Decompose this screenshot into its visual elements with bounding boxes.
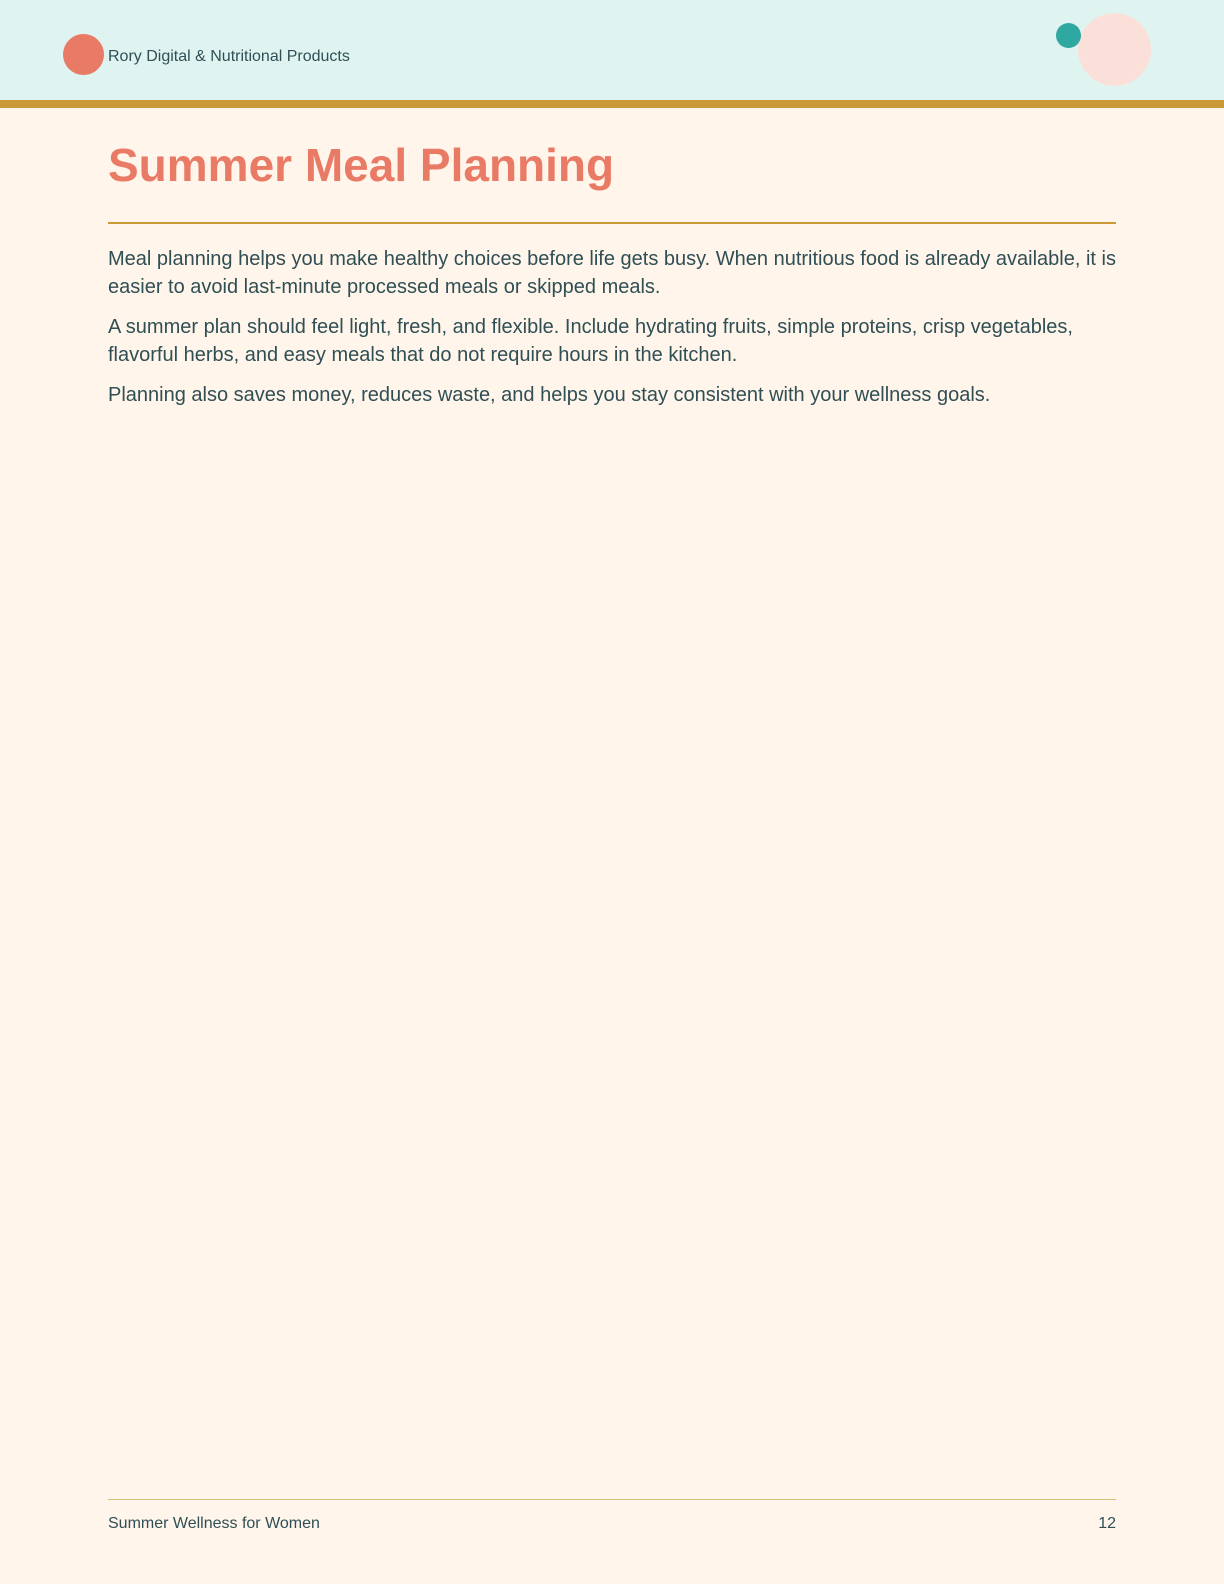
paragraph-2: A summer plan should feel light, fresh, and flexible. Include hydrating fruits, simple proteins, crisp vegetables, flavorful herbs, and easy meals that do not require hours in the kitchen.: [108, 316, 1073, 366]
footer-divider: [108, 1499, 1116, 1500]
body-content: [108, 245, 1116, 421]
page-title: Summer Meal Planning: [108, 139, 615, 191]
brand-name: Rory Digital & Nutritional Products: [108, 48, 350, 65]
page-number: 12: [1098, 1515, 1116, 1532]
decorative-circle-large: [1078, 13, 1151, 86]
page-header: [0, 0, 1224, 100]
footer-document-title: Summer Wellness for Women: [108, 1515, 320, 1532]
decorative-circle-small: [1056, 23, 1081, 48]
paragraph-1: Meal planning helps you make healthy choices before life gets busy. When nutritious food is already available, it is easier to avoid last-minute processed meals or skipped meals.: [108, 248, 1116, 298]
brand-logo-circle: [63, 34, 104, 75]
header-accent-bar: [0, 100, 1224, 108]
title-divider: [108, 222, 1116, 224]
paragraph-3: Planning also saves money, reduces waste, and helps you stay consistent with your wellness goals.: [108, 384, 991, 406]
